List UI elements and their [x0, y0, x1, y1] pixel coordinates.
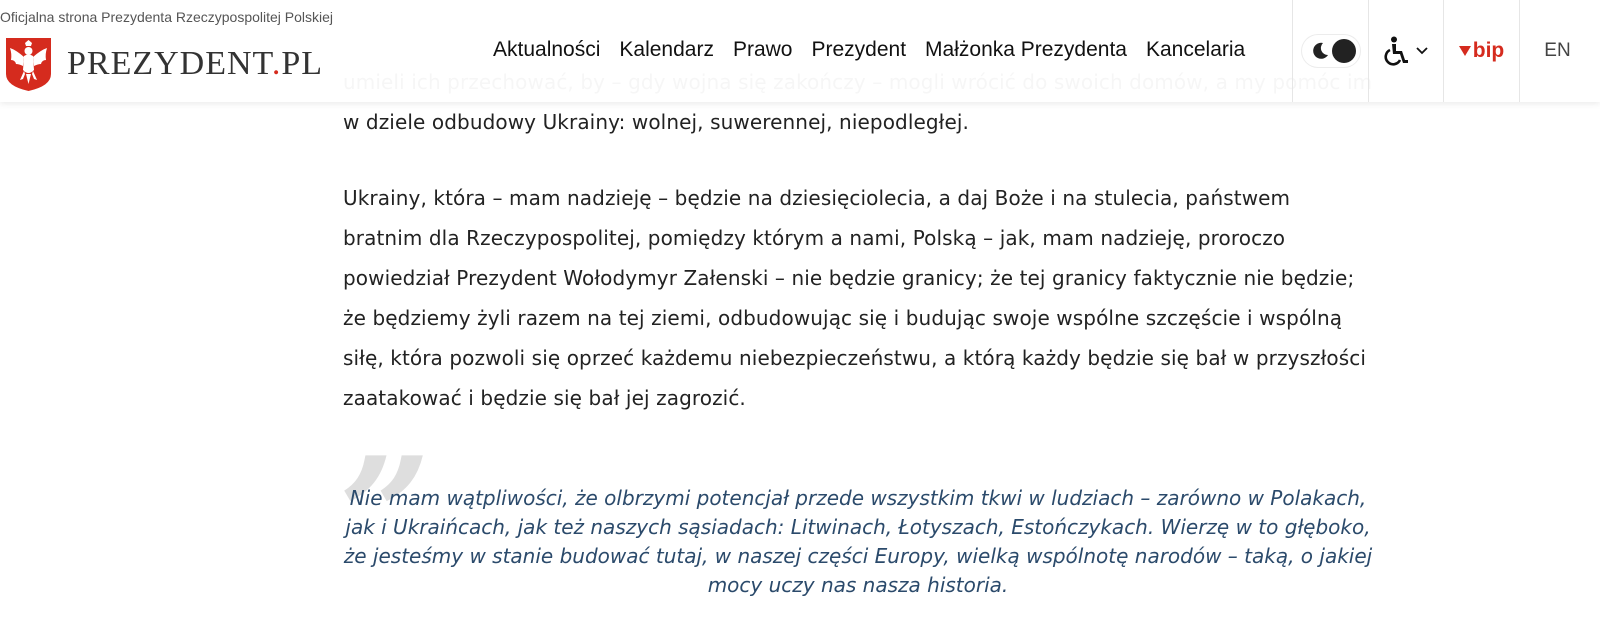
article-paragraph: w dziele odbudowy Ukrainy: wolnej, suwerennej, niepodległej. — [343, 110, 969, 134]
language-label: EN — [1544, 40, 1571, 61]
logo-text-main: PREZYDENT — [67, 45, 272, 82]
nav-item-aktualnosci[interactable]: Aktualności — [493, 38, 601, 61]
main-nav — [493, 38, 1245, 62]
nav-item-kancelaria[interactable]: Kancelaria — [1146, 38, 1246, 61]
site-header — [0, 0, 1600, 102]
quote-text: Nie mam wątpliwości, że olbrzymi potencjał przede wszystkim tkwi w ludziach – zarówno w Polakach, jak i Ukraińcach, jak też naszych sąsiadach: Litwinach, Łotyszach, Estończykach. Wierzę w to głęboko, że jesteśmy w stanie budować tutaj, w naszej części Europy, wielką wspólnotę narodów – taką, o jakiej mocy uczy nas nasza historia. — [343, 486, 1373, 597]
toggle-knob — [1332, 39, 1356, 63]
article-paragraph: Ukrainy, która – mam nadzieję – będzie na dziesięciolecia, a daj Boże i na stulecia, państwem bratnim dla Rzeczypospolitej, pomiędzy którym a nami, Polską – jak, mam nadzieję, proroczo powiedział Prezydent Wołodymyr Załenski – nie będzie granicy; że tej granicy faktycznie nie będzie; że będziemy żyli razem na tej ziemi, odbudowując się i budując swoje wspólne szczęście i wspólną siłę, która pozwoli się oprzeć każdemu niebezpieczeństwu, a którą każdy będzie się bał w przyszłości zaatakować i będzie się bał jej zagrozić. — [343, 186, 1366, 410]
blockquote — [339, 422, 1373, 610]
header-tools — [1292, 0, 1595, 102]
theme-toggle-cell — [1292, 0, 1368, 102]
dark-mode-toggle[interactable] — [1302, 35, 1360, 67]
nav-item-prezydent[interactable]: Prezydent — [811, 38, 907, 61]
logo-text-dot: . — [271, 45, 282, 82]
eagle-emblem-icon — [4, 36, 53, 92]
wheelchair-icon — [1384, 36, 1410, 66]
bip-flag-icon — [1459, 46, 1471, 56]
chevron-down-icon — [1416, 47, 1428, 55]
accessibility-menu-button[interactable] — [1368, 0, 1443, 102]
moon-icon — [1310, 41, 1330, 61]
language-switch[interactable] — [1519, 0, 1595, 102]
nav-item-kalendarz[interactable]: Kalendarz — [619, 38, 714, 61]
site-logo[interactable] — [4, 36, 323, 92]
nav-item-prawo[interactable]: Prawo — [732, 38, 793, 61]
logo-text-tld: PL — [281, 45, 323, 82]
article-body — [343, 82, 1373, 454]
nav-item-malzonka-prezydenta[interactable]: Małżonka Prezydenta — [925, 38, 1127, 61]
quote-mark-icon: ” — [339, 422, 432, 610]
bip-label: bip — [1472, 39, 1505, 62]
official-site-note: Oficjalna strona Prezydenta Rzeczypospolitej Polskiej — [0, 9, 334, 25]
bip-link[interactable] — [1443, 0, 1519, 102]
